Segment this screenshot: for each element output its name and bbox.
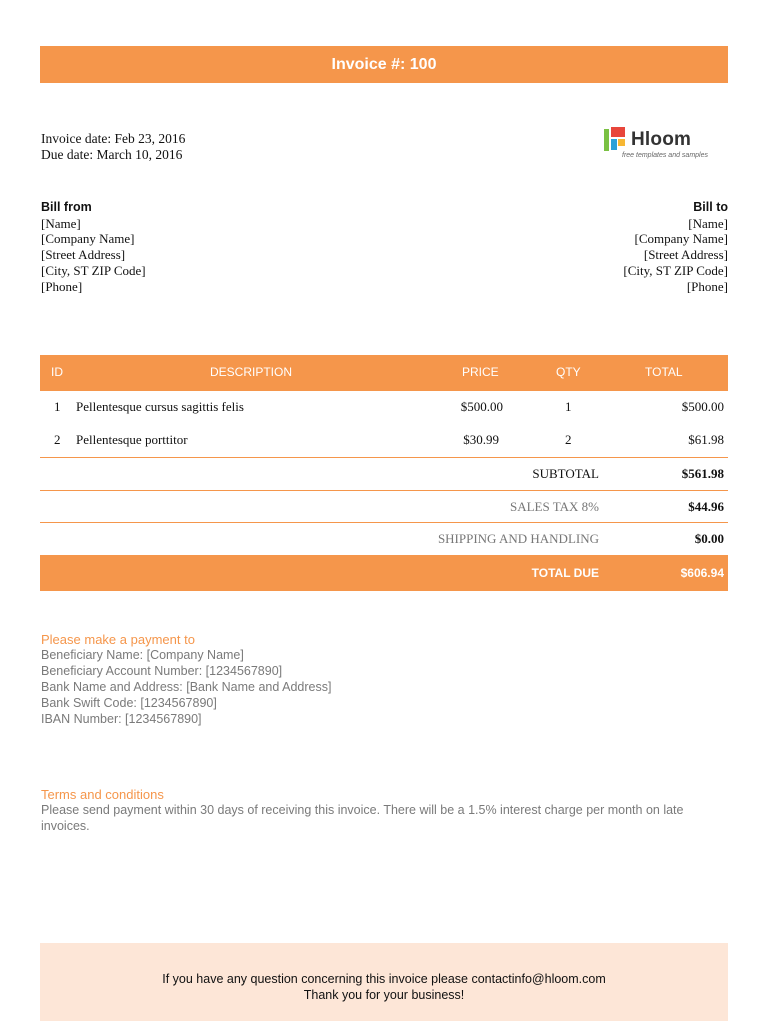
payment-title: Please make a payment to — [41, 632, 195, 647]
shipping-row — [40, 523, 728, 555]
total-due-bar — [40, 555, 728, 591]
terms-section — [41, 787, 731, 834]
table-row — [40, 425, 728, 457]
bill-from-block — [41, 200, 146, 294]
bill-from-company: [Company Name] — [41, 231, 135, 247]
bill-to-city: [City, ST ZIP Code] — [623, 262, 728, 278]
logo-tagline: free templates and samples — [622, 152, 708, 159]
invoice-title: Invoice #: 100 — [331, 55, 437, 73]
terms-text: Please send payment within 30 days of receiving this invoice. There will be a 1.5% interest charge per month on late invoices. — [41, 803, 684, 833]
header-id: ID — [51, 365, 63, 379]
shipping-value: $0.00 — [694, 531, 724, 546]
payment-section — [41, 632, 331, 727]
bill-from-phone: [Phone] — [41, 278, 83, 294]
footer-contact: If you have any question concerning this invoice please contactinfo@hloom.com — [162, 972, 606, 986]
bill-to-company: [Company Name] — [634, 231, 728, 247]
row-qty: 2 — [565, 432, 572, 447]
bill-from-city: [City, ST ZIP Code] — [41, 262, 146, 278]
invoice-date: Invoice date: Feb 23, 2016 — [41, 131, 186, 146]
bill-to-phone: [Phone] — [686, 278, 728, 294]
row-id: 1 — [54, 399, 61, 414]
row-total: $500.00 — [681, 399, 724, 414]
logo-text: Hloom — [631, 129, 692, 150]
terms-title: Terms and conditions — [41, 787, 164, 802]
logo-mark-icon — [603, 127, 627, 153]
footer-box — [40, 943, 728, 1021]
bill-from-heading: Bill from — [41, 200, 92, 214]
due-date: Due date: March 10, 2016 — [41, 147, 183, 162]
row-total: $61.98 — [688, 432, 724, 447]
beneficiary-name: Beneficiary Name: [Company Name] — [41, 648, 244, 662]
sales-tax-label: SALES TAX 8% — [509, 499, 599, 514]
bank-swift-code: Bank Swift Code: [1234567890] — [41, 696, 217, 710]
row-qty: 1 — [565, 399, 572, 414]
subtotal-value: $561.98 — [681, 466, 724, 481]
row-price: $30.99 — [463, 432, 499, 447]
items-table-header — [40, 355, 728, 391]
header-total: TOTAL — [645, 365, 683, 379]
sales-tax-row — [40, 491, 728, 523]
row-description: Pellentesque cursus sagittis felis — [76, 399, 244, 414]
header-description: DESCRIPTION — [210, 365, 293, 379]
bill-from-street: [Street Address] — [41, 247, 126, 263]
table-row — [40, 392, 728, 424]
subtotal-row — [40, 458, 728, 490]
invoice-dates — [41, 131, 185, 163]
row-description: Pellentesque porttitor — [76, 432, 188, 447]
bill-to-name: [Name] — [688, 215, 728, 231]
bill-to-street: [Street Address] — [643, 247, 728, 263]
header-qty: QTY — [556, 365, 581, 379]
subtotal-label: SUBTOTAL — [532, 466, 599, 481]
bill-to-block — [623, 200, 728, 294]
header-price: PRICE — [462, 365, 499, 379]
bill-to-heading: Bill to — [693, 200, 728, 214]
row-id: 2 — [54, 432, 61, 447]
invoice-title-bar — [40, 46, 728, 83]
row-price: $500.00 — [460, 399, 503, 414]
beneficiary-account: Beneficiary Account Number: [1234567890] — [41, 664, 283, 678]
shipping-label: SHIPPING AND HANDLING — [437, 531, 599, 546]
sales-tax-value: $44.96 — [688, 499, 724, 514]
bank-name-address: Bank Name and Address: [Bank Name and Address] — [41, 680, 332, 694]
bill-from-name: [Name] — [41, 215, 81, 231]
total-due-label: TOTAL DUE — [531, 566, 599, 580]
hloom-logo — [603, 126, 728, 164]
total-due-value: $606.94 — [680, 566, 724, 580]
footer-thanks: Thank you for your business! — [303, 988, 465, 1002]
iban-number: IBAN Number: [1234567890] — [41, 712, 202, 726]
